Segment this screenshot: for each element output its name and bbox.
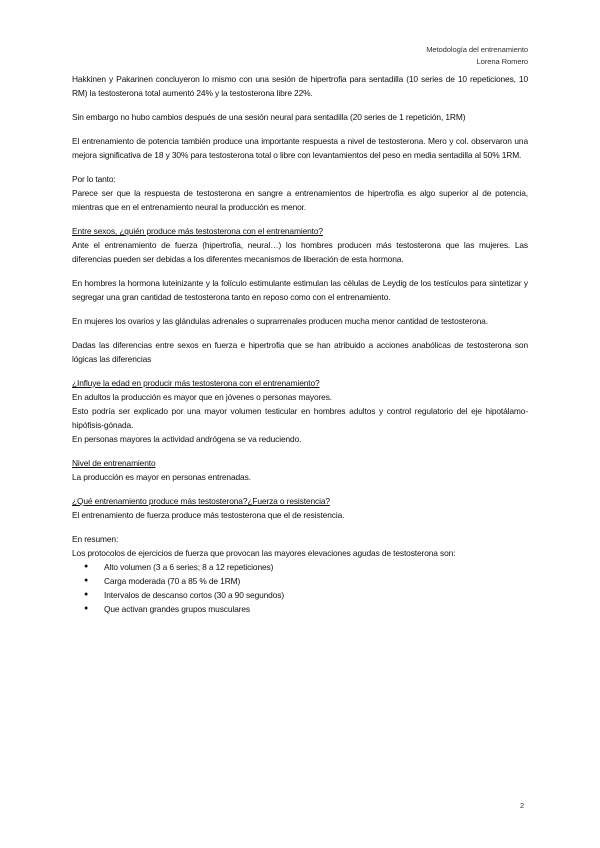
summary-text: Los protocolos de ejercicios de fuerza que provocan las mayores elevaciones agudas de testosterona son: <box>72 548 456 558</box>
list-item: ● Carga moderada (70 a 85 % de 1RM) <box>104 574 528 588</box>
paragraph-sexes-2: En hombres la hormona luteinizante y la folículo estimulante estimulan las células de Leydig de los testículos para sintetizar y segregar una gran cantidad de testosterona tanto en reposo como con el entrenamiento. <box>72 278 528 302</box>
summary-bullet-list <box>72 560 528 616</box>
paragraph-age-3: En personas mayores la actividad andrógena se va reduciendo. <box>72 434 302 444</box>
paragraph-age-2: Esto podría ser explicado por una mayor volumen testicular en hombres adultos y control regulatorio del eje hipotálamo-hipófisis-gónada. <box>72 406 528 430</box>
document-body <box>72 72 528 616</box>
paragraph-sexes-4: Dadas las diferencias entre sexos en fuerza e hipertrofia que se han atribuido a acciones anabólicas de testosterona son lógicas las diferencias <box>72 340 528 364</box>
header-author: Lorena Romero <box>476 57 528 66</box>
list-item: ● Intervalos de descanso cortos (30 a 90 segundos) <box>104 588 528 602</box>
paragraph-training-level: La producción es mayor en personas entrenadas. <box>72 472 251 482</box>
paragraph-hakkinen: Hakkinen y Pakarinen concluyeron lo mismo con una sesión de hipertrofia para sentadilla (10 series de 10 repeticiones, 10 RM) la testosterona total aumentó 24% y la testosterona libre 22%. <box>72 74 528 98</box>
paragraph-sexes-3: En mujeres los ovarios y las glándulas adrenales o suprarrenales producen mucha menor cantidad de testosterona. <box>72 316 488 326</box>
conclusion-text: Parece ser que la respuesta de testosterona en sangre a entrenamientos de hipertrofia es algo superior al de potencia, mientras que en el entrenamiento neural la producción es menor. <box>72 188 528 212</box>
paragraph-training-type: El entrenamiento de fuerza produce más testosterona que el de resistencia. <box>72 510 345 520</box>
page-header <box>426 44 528 68</box>
list-item: ● Que activan grandes grupos musculares <box>104 602 528 616</box>
section-heading-sexes: Entre sexos, ¿quién produce más testosterona con el entrenamiento? <box>72 226 323 236</box>
page-number: 2 <box>520 801 525 810</box>
conclusion-heading: Por lo tanto: <box>72 174 116 184</box>
paragraph-sexes-1: Ante el entrenamiento de fuerza (hipertrofia, neural…) los hombres producen más testosterona que las mujeres. Las diferencias pueden ser debidas a los diferentes mecanismos de liberación de esta hormona. <box>72 240 528 264</box>
paragraph-neural-session: Sin embargo no hubo cambios después de una sesión neural para sentadilla (20 series de 1 repetición, 1RM) <box>72 112 466 122</box>
summary-heading: En resumen: <box>72 534 119 544</box>
list-item: ● Alto volumen (3 a 6 series; 8 a 12 repeticiones) <box>104 560 528 574</box>
paragraph-age-1: En adultos la producción es mayor que en jóvenes o personas mayores. <box>72 392 332 402</box>
section-heading-training-type: ¿Qué entrenamiento produce más testosterona?¿Fuerza o resistencia? <box>72 496 330 506</box>
header-course-title: Metodología del entrenamiento <box>426 45 528 54</box>
section-heading-training-level: Nivel de entrenamiento <box>72 458 156 468</box>
paragraph-power-training: El entrenamiento de potencia también produce una importante respuesta a nivel de testosterona. Mero y col. observaron una mejora significativa de 18 y 30% para testosterona total o libre con levantamientos del peso en media sentadilla al 50% 1RM. <box>72 136 528 160</box>
section-heading-age: ¿Influye la edad en producir más testosterona con el entrenamiento? <box>72 378 320 388</box>
